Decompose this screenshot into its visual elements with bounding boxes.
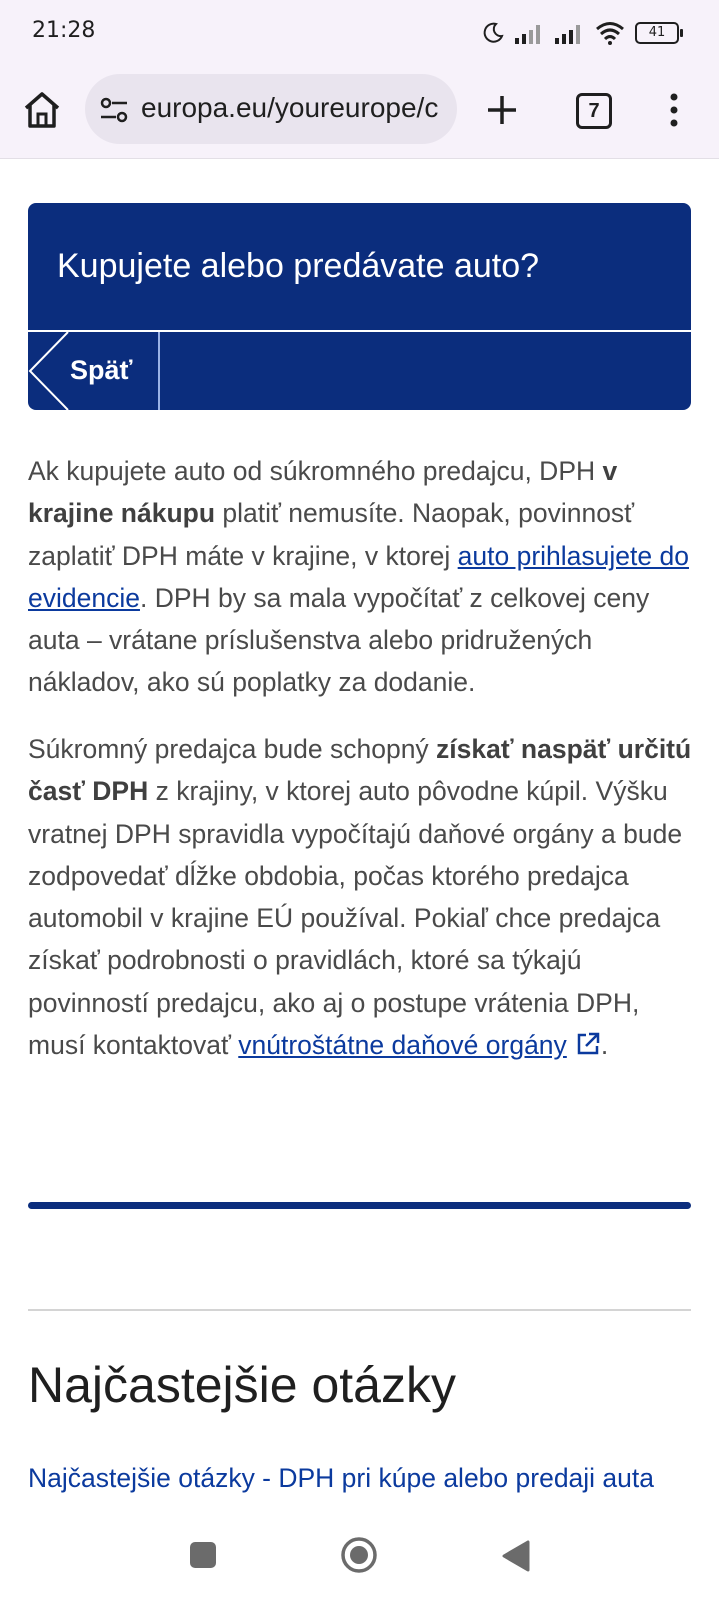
- do-not-disturb-icon: [481, 21, 505, 45]
- signal-icon: [515, 22, 545, 44]
- text-span: . DPH by sa mala vypočítať z celkovej ceny auta – vrátane príslušenstva alebo pridružených nákladov, ako sú poplatky za dodanie.: [28, 582, 650, 698]
- browser-toolbar: [0, 66, 719, 159]
- bold-text: v krajine nákupu: [28, 456, 618, 529]
- back-button-label: Späť: [70, 355, 133, 385]
- vehicle-registration-link[interactable]: auto prihlasujete do evidencie: [28, 540, 689, 613]
- content-paragraph-2: [28, 728, 692, 1066]
- url-text[interactable]: europa.eu/youreurope/c: [141, 92, 439, 123]
- bold-text: získať naspäť určitú časť DPH: [28, 734, 692, 807]
- wifi-icon: [595, 21, 625, 45]
- text-span: platiť nemusíte. Naopak, povinnosť zaplatiť DPH máte v krajine, v ktorej: [28, 498, 635, 571]
- chevron-left-icon: [28, 332, 70, 410]
- external-link-icon[interactable]: [575, 1031, 601, 1057]
- status-bar: [0, 0, 719, 66]
- page-title: Kupujete alebo predávate auto?: [57, 247, 540, 285]
- faq-heading: Najčastejšie otázky: [28, 1357, 456, 1413]
- navigation-bar: [0, 1520, 719, 1600]
- home-button-icon[interactable]: [340, 1536, 378, 1574]
- back-button[interactable]: [28, 332, 160, 410]
- battery-icon: 41: [635, 22, 679, 44]
- site-settings-icon[interactable]: [99, 96, 129, 124]
- signal-icon-2: [555, 22, 585, 44]
- back-triangle-icon[interactable]: [500, 1540, 530, 1572]
- text-span: Súkromný predajca bude schopný: [28, 734, 437, 764]
- section-divider: [28, 1202, 691, 1209]
- home-icon[interactable]: [20, 88, 64, 132]
- text-span: Ak kupujete auto od súkromného predajcu, DPH: [28, 456, 603, 486]
- content-paragraph-1: [28, 450, 692, 704]
- more-options-icon[interactable]: [664, 90, 684, 130]
- recent-apps-icon[interactable]: [190, 1542, 216, 1568]
- text-span: .: [600, 1030, 609, 1061]
- new-tab-icon[interactable]: [482, 90, 522, 130]
- status-time: 21:28: [32, 18, 96, 43]
- faq-divider: [28, 1309, 691, 1311]
- address-bar[interactable]: [85, 74, 457, 144]
- text-span: z krajiny, v ktorej auto pôvodne kúpil. Výšku vratnej DPH spravidla vypočítajú daňové orgány a bude zodpovedať dĺžke obdobia, počas ktorého predajca automobil v krajine EÚ používal. Pokiaľ chce predajca získať podrobnosti o pravidlách, ktoré sa týkajú povinností predajcu, ako aj o postupe vrátenia DPH, musí kontaktovať: [28, 776, 683, 1061]
- status-icons: [481, 18, 679, 48]
- faq-link[interactable]: Najčastejšie otázky - DPH pri kúpe alebo predaji auta: [28, 1463, 655, 1493]
- page-banner: [28, 203, 691, 410]
- tax-authorities-link[interactable]: vnútroštátne daňové orgány: [238, 1030, 567, 1061]
- tab-switcher-button[interactable]: 7: [576, 93, 612, 129]
